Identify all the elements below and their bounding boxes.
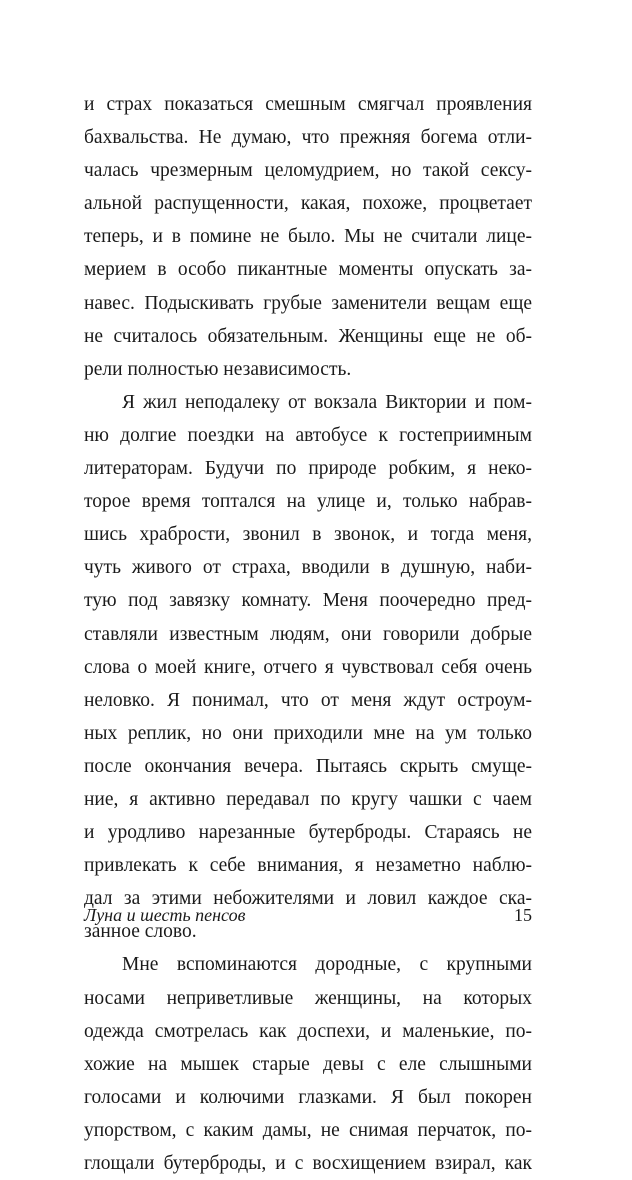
- running-title: Луна и шесть пенсов: [84, 905, 246, 925]
- text-line: неловко. Я понимал, что от меня ждут остроум-: [84, 689, 532, 711]
- text-line: одежда смотрелась как доспехи, и маленькие, по-: [84, 1020, 532, 1042]
- text-line: теперь, и в помине не было. Мы не считали лице-: [84, 226, 532, 248]
- text-line: слова о моей книге, отчего я чувствовал себя очень: [84, 656, 532, 678]
- text-line: навес. Подыскивать грубые заменители вещам еще: [84, 292, 532, 314]
- text-line: глощали бутерброды, и с восхищением взирал, как: [84, 1153, 532, 1174]
- page-number: 15: [514, 905, 532, 925]
- text-line: и уродливо нарезанные бутерброды. Стараясь не: [84, 822, 532, 844]
- text-line: дал за этими небожителями и ловил каждое ска-: [84, 888, 532, 910]
- text-line: и страх показаться смешным смягчал проявления: [84, 94, 532, 115]
- text-line: шись храбрости, звонил в звонок, и тогда меня,: [84, 524, 532, 546]
- text-line: чуть живого от страха, вводили в душную, наби-: [84, 557, 532, 579]
- text-line: упорством, с каким дамы, не снимая перчаток, по-: [84, 1119, 532, 1141]
- text-line: тую под завязку комнату. Меня поочередно пред-: [84, 590, 532, 612]
- text-line: торое время топтался на улице и, только набрав-: [84, 491, 532, 513]
- text-line: литераторам. Будучи по природе робким, я неко-: [84, 458, 532, 480]
- paragraph-end-line: рели полностью независимость.: [84, 358, 352, 380]
- paragraph-start-line: Мне вспоминаются дородные, с крупными: [122, 954, 532, 976]
- text-line: ставляли известным людям, они говорили добрые: [84, 623, 532, 645]
- text-line: голосами и колючими глазками. Я был покорен: [84, 1086, 532, 1108]
- body-text: [84, 88, 532, 1180]
- text-line: ных реплик, но они приходили мне на ум только: [84, 722, 532, 744]
- text-line: носами неприветливые женщины, на которых: [84, 987, 532, 1009]
- paragraph-end-line: занное слово.: [84, 921, 197, 943]
- text-line: хожие на мышек старые девы с еле слышными: [84, 1053, 532, 1075]
- text-line: ние, я активно передавал по кругу чашки с чаем: [84, 788, 532, 810]
- text-line: после окончания вечера. Пытаясь скрыть смуще-: [84, 755, 532, 777]
- text-line: привлекать к себе внимания, я незаметно наблю-: [84, 855, 532, 877]
- text-line: альной распущенности, какая, похоже, процветает: [84, 193, 532, 215]
- text-line: чалась чрезмерным целомудрием, но такой сексу-: [84, 160, 532, 182]
- text-line: не считалось обязательным. Женщины еще не об-: [84, 325, 532, 347]
- text-line: бахвальства. Не думаю, что прежняя богема отли-: [84, 127, 532, 149]
- text-line: ню долгие поездки на автобусе к гостеприимным: [84, 424, 532, 446]
- paragraph-start-line: Я жил неподалеку от вокзала Виктории и пом-: [122, 391, 532, 413]
- page-footer: [84, 905, 532, 933]
- text-line: мерием в особо пикантные моменты опускать за-: [84, 259, 532, 281]
